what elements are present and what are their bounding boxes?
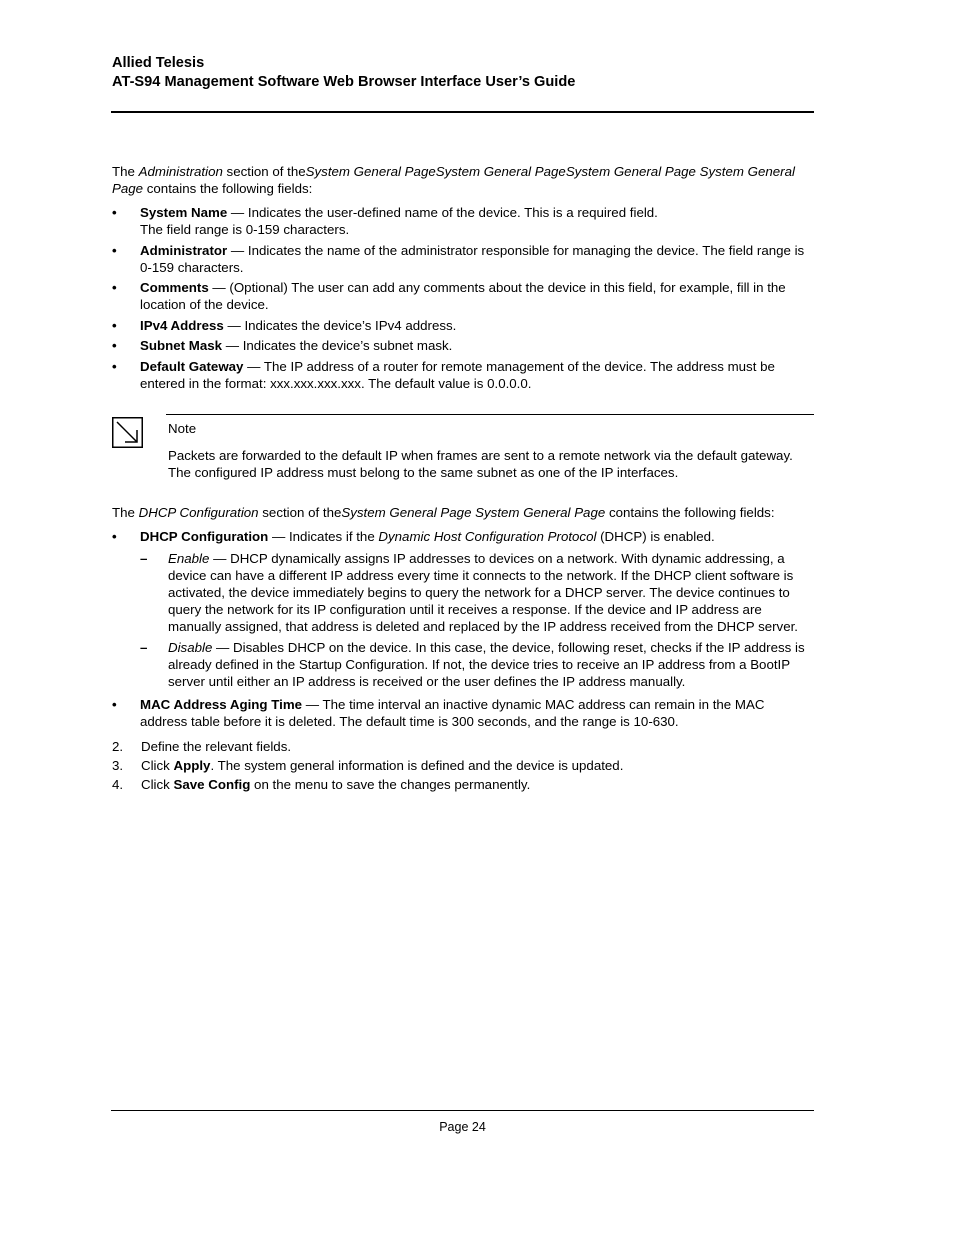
field-name: Default Gateway	[140, 358, 244, 374]
field-dhcp-configuration: • DHCP Configuration — Indicates if the Dynamic Host Configuration Protocol (DHCP) is enabled. – Enable — DHCP dynamically assigns IP addresses to devices on a network. With dynamic addressing, a device can have a different IP address every time it connects to the network. If the DHCP client software is activated, the device immediately begins to query the network for a DHCP server. The device continues to query the network for its IP configuration until it receives a response. If the device and IP address are manually assigned, that address is deleted and replaced by the IP address received from the DHCP server. – Disable — Disables DHCP on the device. In this case, the device, following reset, checks if the IP address is already defined in the Startup Configuration. If not, the device tries to receive an IP address from a BootIP server until either an IP address is received or the user defines the IP address manually.	[112, 528, 814, 690]
option-description: — DHCP dynamically assigns IP addresses to devices on a network. With dynamic addressing, a device can have a different IP address every time it connects to the network. If the DHCP client software is activated, the device immediately begins to query the network for a DHCP server. The device continues to query the network for its IP configuration until it receives a response. If the device and IP address are manually assigned, that address is deleted and replaced by the IP address received from the DHCP server.	[168, 550, 798, 634]
dhcp-field-list	[112, 528, 814, 730]
field-ipv4-address: • IPv4 Address — Indicates the device’s IPv4 address.	[112, 317, 457, 333]
field-description: — Indicates the user-defined name of the device. This is a required field.	[227, 205, 658, 220]
company-name: Allied Telesis	[112, 55, 205, 71]
dhcp-option-enable: – Enable — DHCP dynamically assigns IP addresses to devices on a network. With dynamic addressing, a device can have a different IP address every time it connects to the network. If the DHCP client software is activated, the device immediately begins to query the network for a DHCP server. The device continues to query the network for its IP configuration until it receives a response. If the device and IP address are manually assigned, that address is deleted and replaced by the IP address received from the DHCP server.	[140, 550, 798, 634]
field-name: System Name	[140, 205, 228, 220]
field-description: — Indicates the device’s subnet mask.	[222, 338, 453, 353]
field-name: Subnet Mask	[140, 338, 223, 353]
field-name: DHCP Configuration	[140, 528, 269, 544]
field-name: Comments	[140, 280, 209, 295]
field-default-gateway: • Default Gateway — The IP address of a router for remote management of the device. The address must be entered in the format: xxx.xxx.xxx.xxx. The default value is 0.0.0.0.	[112, 358, 775, 391]
main-content	[112, 163, 814, 795]
page-header	[112, 54, 814, 91]
note-title: Note	[168, 420, 197, 436]
step-item: 4. Click Save Config on the menu to save the changes permanently.	[112, 776, 531, 792]
note-divider	[166, 414, 814, 415]
option-description: — Disables DHCP on the device. In this case, the device, following reset, checks if the IP address is already defined in the Startup Configuration. If not, the device tries to receive an IP address from a BootIP server until either an IP address is received or the user defines the IP address manually.	[168, 639, 805, 689]
step-item: 2. Define the relevant fields.	[112, 738, 292, 754]
field-description: — Indicates the name of the administrator responsible for managing the device. The field range is 0-159 characters.	[140, 242, 805, 275]
field-description: — The time interval an inactive dynamic MAC address can remain in the MAC address table before it is deleted. The default time is 300 seconds, and the range is 10-630.	[140, 696, 765, 729]
field-description-continued: The field range is 0-159 characters.	[140, 222, 350, 237]
step-item: 3. Click Apply. The system general information is defined and the device is updated.	[112, 757, 624, 773]
field-system-name: • System Name — Indicates the user-defined name of the device. This is a required field. The field range is 0-159 characters.	[112, 205, 658, 237]
administration-intro: The Administration section of theSystem General PageSystem General PageSystem General Page System General Page contains the following fields:	[112, 164, 795, 196]
note-body: Packets are forwarded to the default IP when frames are sent to a remote network via the default gateway. The configured IP address must belong to the same subnet as one of the IP interfaces.	[168, 447, 793, 480]
field-description: — Indicates the device’s IPv4 address.	[223, 317, 457, 333]
field-mac-address-aging-time: • MAC Address Aging Time — The time interval an inactive dynamic MAC address can remain in the MAC address table before it is deleted. The default time is 300 seconds, and the range is 10-630.	[112, 696, 765, 729]
note-box	[112, 414, 814, 494]
option-name: Enable	[168, 550, 210, 566]
procedure-steps	[112, 738, 814, 793]
page-number: Page 24	[439, 1120, 486, 1134]
field-name: MAC Address Aging Time	[140, 696, 303, 712]
note-arrow-icon	[112, 417, 143, 448]
field-description: — (Optional) The user can add any comments about the device in this field, for example, fill in the location of the device.	[140, 280, 786, 312]
field-name: IPv4 Address	[140, 317, 224, 333]
dhcp-option-list	[140, 550, 814, 690]
field-name: Administrator	[140, 242, 228, 258]
dhcp-intro: The DHCP Configuration section of theSystem General Page System General Page contains the following fields:	[112, 504, 775, 520]
footer-divider	[111, 1110, 814, 1111]
field-description: — The IP address of a router for remote management of the device. The address must be entered in the format: xxx.xxx.xxx.xxx. The default value is 0.0.0.0.	[140, 358, 775, 391]
option-name: Disable	[168, 639, 213, 655]
administration-field-list	[112, 204, 814, 392]
field-subnet-mask: • Subnet Mask — Indicates the device’s subnet mask.	[112, 338, 453, 353]
dhcp-option-disable: – Disable — Disables DHCP on the device. In this case, the device, following reset, checks if the IP address is already defined in the Startup Configuration. If not, the device tries to receive an IP address from a BootIP server until either an IP address is received or the user defines the IP address manually.	[140, 639, 805, 689]
field-administrator: • Administrator — Indicates the name of the administrator responsible for managing the device. The field range is 0-159 characters.	[112, 242, 805, 275]
header-divider	[111, 111, 814, 113]
field-comments: • Comments — (Optional) The user can add any comments about the device in this field, for example, fill in the location of the device.	[112, 280, 786, 312]
document-title: AT-S94 Management Software Web Browser Interface User’s Guide	[112, 73, 576, 90]
